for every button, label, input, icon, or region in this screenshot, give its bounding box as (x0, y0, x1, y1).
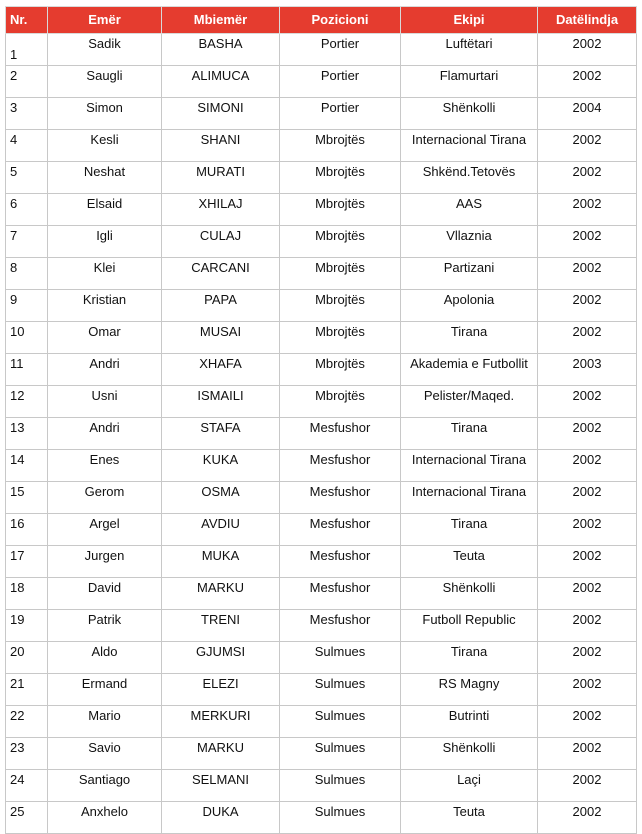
cell-nr: 21 (6, 674, 48, 706)
table-row (6, 354, 637, 386)
cell-datelindja: 2002 (538, 674, 637, 706)
player-roster-table (5, 6, 637, 834)
cell-pozicioni: Mesfushor (280, 578, 401, 610)
cell-datelindja: 2002 (538, 194, 637, 226)
cell-datelindja: 2002 (538, 642, 637, 674)
cell-emer: Mario (48, 706, 162, 738)
cell-nr: 25 (6, 802, 48, 834)
cell-emer: Enes (48, 450, 162, 482)
header-ekipi: Ekipi (401, 7, 538, 34)
cell-datelindja: 2002 (538, 802, 637, 834)
cell-nr: 18 (6, 578, 48, 610)
cell-datelindja: 2002 (538, 322, 637, 354)
cell-datelindja: 2002 (538, 418, 637, 450)
header-nr: Nr. (6, 7, 48, 34)
cell-nr: 1 (6, 34, 48, 66)
cell-pozicioni: Mbrojtës (280, 290, 401, 322)
cell-datelindja: 2002 (538, 738, 637, 770)
cell-nr: 3 (6, 98, 48, 130)
cell-datelindja: 2003 (538, 354, 637, 386)
cell-pozicioni: Mbrojtës (280, 354, 401, 386)
cell-mbiemer: TRENI (162, 610, 280, 642)
cell-mbiemer: SELMANI (162, 770, 280, 802)
cell-mbiemer: BASHA (162, 34, 280, 66)
header-mbiemer: Mbiemër (162, 7, 280, 34)
cell-emer: Anxhelo (48, 802, 162, 834)
cell-mbiemer: AVDIU (162, 514, 280, 546)
table-row (6, 98, 637, 130)
table-row (6, 610, 637, 642)
cell-ekipi: Shënkolli (401, 578, 538, 610)
cell-nr: 24 (6, 770, 48, 802)
cell-ekipi: RS Magny (401, 674, 538, 706)
cell-emer: Andri (48, 354, 162, 386)
table-row (6, 194, 637, 226)
table-row (6, 482, 637, 514)
cell-ekipi: Apolonia (401, 290, 538, 322)
cell-pozicioni: Portier (280, 34, 401, 66)
cell-emer: Kesli (48, 130, 162, 162)
header-row (6, 7, 637, 34)
cell-emer: Sadik (48, 34, 162, 66)
cell-nr: 20 (6, 642, 48, 674)
cell-datelindja: 2002 (538, 610, 637, 642)
cell-nr: 6 (6, 194, 48, 226)
table-row (6, 322, 637, 354)
cell-pozicioni: Portier (280, 98, 401, 130)
cell-emer: Simon (48, 98, 162, 130)
cell-emer: Savio (48, 738, 162, 770)
cell-pozicioni: Mbrojtës (280, 226, 401, 258)
cell-mbiemer: KUKA (162, 450, 280, 482)
cell-ekipi: Butrinti (401, 706, 538, 738)
cell-ekipi: Flamurtari (401, 66, 538, 98)
cell-nr: 23 (6, 738, 48, 770)
table-row (6, 802, 637, 834)
table-row (6, 546, 637, 578)
cell-ekipi: Shënkolli (401, 738, 538, 770)
cell-datelindja: 2002 (538, 706, 637, 738)
cell-ekipi: Shkënd.Tetovës (401, 162, 538, 194)
cell-ekipi: Vllaznia (401, 226, 538, 258)
cell-mbiemer: XHILAJ (162, 194, 280, 226)
table-row (6, 578, 637, 610)
table-row (6, 738, 637, 770)
cell-nr: 16 (6, 514, 48, 546)
cell-pozicioni: Mesfushor (280, 546, 401, 578)
table-row (6, 258, 637, 290)
cell-nr: 4 (6, 130, 48, 162)
cell-datelindja: 2002 (538, 130, 637, 162)
cell-ekipi: Pelister/Maqed. (401, 386, 538, 418)
cell-nr: 9 (6, 290, 48, 322)
cell-nr: 14 (6, 450, 48, 482)
cell-emer: Neshat (48, 162, 162, 194)
cell-mbiemer: SIMONI (162, 98, 280, 130)
cell-nr: 12 (6, 386, 48, 418)
cell-ekipi: Internacional Tirana (401, 130, 538, 162)
cell-nr: 10 (6, 322, 48, 354)
table-row (6, 34, 637, 66)
cell-datelindja: 2002 (538, 514, 637, 546)
header-pozicioni: Pozicioni (280, 7, 401, 34)
cell-nr: 13 (6, 418, 48, 450)
cell-emer: Jurgen (48, 546, 162, 578)
table-row (6, 418, 637, 450)
cell-mbiemer: STAFA (162, 418, 280, 450)
cell-mbiemer: PAPA (162, 290, 280, 322)
cell-mbiemer: SHANI (162, 130, 280, 162)
cell-pozicioni: Sulmues (280, 642, 401, 674)
cell-mbiemer: ALIMUCA (162, 66, 280, 98)
cell-ekipi: Tirana (401, 514, 538, 546)
cell-ekipi: Tirana (401, 322, 538, 354)
cell-pozicioni: Mesfushor (280, 450, 401, 482)
cell-pozicioni: Mbrojtës (280, 386, 401, 418)
cell-ekipi: Luftëtari (401, 34, 538, 66)
cell-nr: 19 (6, 610, 48, 642)
cell-pozicioni: Portier (280, 66, 401, 98)
cell-emer: Patrik (48, 610, 162, 642)
cell-mbiemer: MUKA (162, 546, 280, 578)
cell-emer: Igli (48, 226, 162, 258)
cell-emer: Omar (48, 322, 162, 354)
cell-emer: Klei (48, 258, 162, 290)
cell-pozicioni: Mesfushor (280, 514, 401, 546)
cell-mbiemer: CARCANI (162, 258, 280, 290)
cell-ekipi: Laçi (401, 770, 538, 802)
cell-mbiemer: DUKA (162, 802, 280, 834)
cell-ekipi: Futboll Republic (401, 610, 538, 642)
cell-nr: 22 (6, 706, 48, 738)
cell-ekipi: AAS (401, 194, 538, 226)
table-row (6, 450, 637, 482)
cell-mbiemer: MARKU (162, 578, 280, 610)
cell-pozicioni: Sulmues (280, 674, 401, 706)
cell-pozicioni: Sulmues (280, 770, 401, 802)
cell-ekipi: Shënkolli (401, 98, 538, 130)
cell-emer: Elsaid (48, 194, 162, 226)
cell-mbiemer: GJUMSI (162, 642, 280, 674)
cell-datelindja: 2002 (538, 290, 637, 322)
cell-datelindja: 2002 (538, 226, 637, 258)
cell-emer: Usni (48, 386, 162, 418)
cell-emer: David (48, 578, 162, 610)
cell-pozicioni: Sulmues (280, 802, 401, 834)
cell-mbiemer: MERKURI (162, 706, 280, 738)
table-row (6, 290, 637, 322)
cell-pozicioni: Mbrojtës (280, 130, 401, 162)
cell-nr: 2 (6, 66, 48, 98)
table-row (6, 706, 637, 738)
table-header (6, 7, 637, 34)
cell-emer: Aldo (48, 642, 162, 674)
cell-emer: Gerom (48, 482, 162, 514)
table-row (6, 162, 637, 194)
cell-pozicioni: Mbrojtës (280, 322, 401, 354)
cell-nr: 5 (6, 162, 48, 194)
table-row (6, 770, 637, 802)
cell-ekipi: Internacional Tirana (401, 450, 538, 482)
cell-datelindja: 2002 (538, 546, 637, 578)
cell-datelindja: 2002 (538, 450, 637, 482)
cell-datelindja: 2002 (538, 482, 637, 514)
cell-ekipi: Teuta (401, 802, 538, 834)
cell-pozicioni: Sulmues (280, 738, 401, 770)
cell-datelindja: 2002 (538, 386, 637, 418)
cell-nr: 8 (6, 258, 48, 290)
table-row (6, 674, 637, 706)
cell-datelindja: 2002 (538, 34, 637, 66)
cell-mbiemer: MUSAI (162, 322, 280, 354)
cell-emer: Santiago (48, 770, 162, 802)
cell-ekipi: Akademia e Futbollit (401, 354, 538, 386)
table-row (6, 226, 637, 258)
cell-pozicioni: Mbrojtës (280, 194, 401, 226)
table-body (6, 34, 637, 834)
cell-ekipi: Partizani (401, 258, 538, 290)
cell-pozicioni: Mesfushor (280, 418, 401, 450)
cell-ekipi: Teuta (401, 546, 538, 578)
cell-pozicioni: Mesfushor (280, 482, 401, 514)
cell-mbiemer: ISMAILI (162, 386, 280, 418)
cell-emer: Argel (48, 514, 162, 546)
cell-nr: 7 (6, 226, 48, 258)
header-emer: Emër (48, 7, 162, 34)
cell-emer: Kristian (48, 290, 162, 322)
cell-nr: 15 (6, 482, 48, 514)
cell-nr: 17 (6, 546, 48, 578)
header-datelindja: Datëlindja (538, 7, 637, 34)
cell-ekipi: Tirana (401, 642, 538, 674)
table-row (6, 130, 637, 162)
cell-emer: Ermand (48, 674, 162, 706)
table-row (6, 66, 637, 98)
table-row (6, 386, 637, 418)
cell-mbiemer: CULAJ (162, 226, 280, 258)
cell-pozicioni: Sulmues (280, 706, 401, 738)
cell-datelindja: 2002 (538, 162, 637, 194)
cell-datelindja: 2002 (538, 578, 637, 610)
cell-pozicioni: Mbrojtës (280, 258, 401, 290)
cell-datelindja: 2002 (538, 258, 637, 290)
cell-nr: 11 (6, 354, 48, 386)
cell-mbiemer: XHAFA (162, 354, 280, 386)
table-row (6, 514, 637, 546)
cell-emer: Andri (48, 418, 162, 450)
cell-mbiemer: OSMA (162, 482, 280, 514)
cell-ekipi: Internacional Tirana (401, 482, 538, 514)
cell-mbiemer: MARKU (162, 738, 280, 770)
cell-mbiemer: ELEZI (162, 674, 280, 706)
cell-pozicioni: Mbrojtës (280, 162, 401, 194)
cell-pozicioni: Mesfushor (280, 610, 401, 642)
cell-datelindja: 2002 (538, 66, 637, 98)
cell-datelindja: 2004 (538, 98, 637, 130)
cell-mbiemer: MURATI (162, 162, 280, 194)
cell-datelindja: 2002 (538, 770, 637, 802)
table-row (6, 642, 637, 674)
cell-ekipi: Tirana (401, 418, 538, 450)
cell-emer: Saugli (48, 66, 162, 98)
